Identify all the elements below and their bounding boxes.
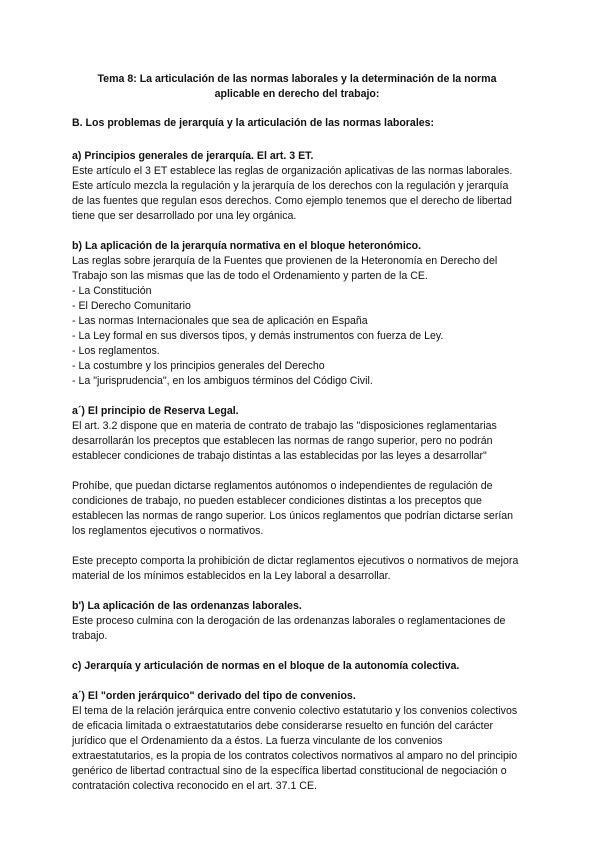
list-item: - Las normas Internacionales que sea de aplicación en España: [72, 315, 368, 327]
paragraph: El tema de la relación jerárquica entre convenio colectivo estatutario y los convenios colectivos de eficacia limitada o extraestatutarios debe considerarse resuelto en función del carácter jurídico que el Ordenamiento da a éstos. La fuerza vinculante de los convenios extraestatutarios, es la propia de los contratos colectivos normativos al amparo no del principio genérico de libertad contractual sino de la específica libertad constitucional de negociación o contratación colectiva reconocido en el art. 37.1 CE.: [72, 705, 518, 792]
hierarchy-list: [72, 284, 522, 389]
list-item: - La Constitución: [72, 285, 152, 297]
subsection-a-prime-2-heading: a´) El "orden jerárquico" derivado del tipo de convenios.: [72, 690, 356, 702]
list-item: - La costumbre y los principios generales del Derecho: [72, 360, 325, 372]
document-page: [72, 72, 522, 809]
title-line-2: aplicable en derecho del trabajo:: [214, 88, 380, 100]
list-item: - Los reglamentos.: [72, 345, 160, 357]
subsection-a-prime-2: [72, 689, 522, 794]
subsection-b-heading: b) La aplicación de la jerarquía normativa en el bloque heteronómico.: [72, 240, 422, 252]
list-item: - El Derecho Comunitario: [72, 300, 191, 312]
subsection-b-text: Las reglas sobre jerarquía de la Fuentes que provienen de la Heteronomía en Derecho del Trabajo son las mismas que las de todo el Ordenamiento y parten de la CE.: [72, 255, 498, 282]
subsection-a: [72, 149, 522, 224]
subsection-a-prime-heading: a´) El principio de Reserva Legal.: [72, 405, 239, 417]
subsection-b-prime: [72, 599, 522, 644]
subsection-a-prime: [72, 404, 522, 584]
paragraph: Este proceso culmina con la derogación de las ordenanzas laborales o reglamentaciones de trabajo.: [72, 615, 506, 642]
paragraph: Este precepto comporta la prohibición de dictar reglamentos ejecutivos o normativos de mejora material de los mínimos establecidos en la Ley laboral a desarrollar.: [72, 555, 519, 582]
subsection-b-prime-heading: b') La aplicación de las ordenanzas laborales.: [72, 600, 302, 612]
subsection-a-text: Este artículo el 3 ET establece las reglas de organización aplicativas de las normas laborales. Este artículo mezcla la regulación y la jerarquía de los derechos con la regulación y jerarquía de las fuentes que regulan esos derechos. Como ejemplo tenemos que el derecho de libertad tiene que ser desarrollado por una ley orgánica.: [72, 165, 513, 222]
document-title: [72, 72, 522, 102]
list-item: - La Ley formal en sus diversos tipos, y demás instrumentos con fuerza de Ley.: [72, 330, 444, 342]
subsection-c: [72, 659, 522, 674]
subsection-b: [72, 239, 522, 389]
paragraph: Prohíbe, que puedan dictarse reglamentos autónomos o independientes de regulación de condiciones de trabajo, no pueden establecer condiciones distintas a los preceptos que establecen las normas de rango superior. Los únicos reglamentos que podrían dictarse serían los reglamentos ejecutivos o normativos.: [72, 480, 514, 537]
subsection-a-heading: a) Principios generales de jerarquía. El art. 3 ET.: [72, 150, 314, 162]
list-item: - La "jurisprudencia", en los ambiguos términos del Código Civil.: [72, 375, 373, 387]
section-b-heading: B. Los problemas de jerarquía y la articulación de las normas laborales:: [72, 117, 435, 129]
paragraph: El art. 3.2 dispone que en materia de contrato de trabajo las "disposiciones reglamentarias desarrollarán los preceptos que establecen las normas de rango superior, pero no podrán establecer condiciones de trabajo distintas a las establecidas por las leyes a desarrollar": [72, 420, 497, 462]
title-line-1: Tema 8: La articulación de las normas laborales y la determinación de la norma: [97, 73, 497, 85]
subsection-c-heading: c) Jerarquía y articulación de normas en el bloque de la autonomía colectiva.: [72, 660, 460, 672]
